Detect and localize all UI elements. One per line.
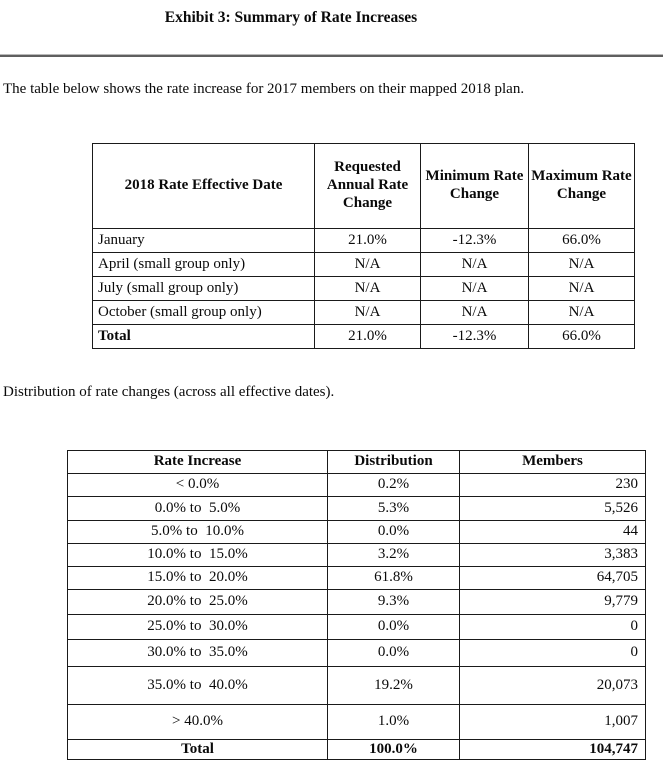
minimum-change-cell: N/A [421, 277, 529, 301]
rate-increase-cell: 0.0% to 5.0% [68, 497, 328, 521]
rate-increase-cell: Total [68, 740, 328, 760]
table-row [68, 640, 646, 667]
effective-date-cell: October (small group only) [93, 301, 315, 325]
rate-increase-cell: 35.0% to 40.0% [68, 667, 328, 705]
minimum-change-cell: N/A [421, 301, 529, 325]
maximum-change-cell: N/A [529, 277, 635, 301]
rate-increase-cell: 25.0% to 30.0% [68, 615, 328, 640]
maximum-change-cell: 66.0% [529, 325, 635, 349]
table-row [68, 544, 646, 567]
exhibit-title: Exhibit 3: Summary of Rate Increases [164, 9, 418, 26]
requested-change-cell: 21.0% [315, 229, 421, 253]
distribution-cell: 3.2% [328, 544, 460, 567]
table-row [68, 590, 646, 615]
distribution-caption: Distribution of rate changes (across all effective dates). [3, 384, 335, 400]
requested-change-cell: N/A [315, 277, 421, 301]
members-cell: 0 [460, 640, 646, 667]
column-header-effective-date: 2018 Rate Effective Date [93, 144, 315, 229]
rate-increase-cell: 20.0% to 25.0% [68, 590, 328, 615]
table-row [68, 474, 646, 497]
effective-date-cell: July (small group only) [93, 277, 315, 301]
requested-change-cell: N/A [315, 301, 421, 325]
minimum-change-cell: N/A [421, 253, 529, 277]
members-cell: 104,747 [460, 740, 646, 760]
intro-text: The table below shows the rate increase for 2017 members on their mapped 2018 plan. [3, 81, 525, 97]
table-row [93, 277, 635, 301]
rate-increase-cell: < 0.0% [68, 474, 328, 497]
distribution-cell: 0.0% [328, 640, 460, 667]
rate-increase-cell: 10.0% to 15.0% [68, 544, 328, 567]
distribution-cell: 61.8% [328, 567, 460, 590]
members-cell: 3,383 [460, 544, 646, 567]
rate-increase-cell: > 40.0% [68, 705, 328, 740]
members-cell: 0 [460, 615, 646, 640]
maximum-change-cell: N/A [529, 301, 635, 325]
distribution-cell: 0.0% [328, 521, 460, 544]
distribution-cell: 0.0% [328, 615, 460, 640]
table-row [93, 229, 635, 253]
members-cell: 20,073 [460, 667, 646, 705]
maximum-change-cell: 66.0% [529, 229, 635, 253]
table-row [68, 705, 646, 740]
maximum-change-cell: N/A [529, 253, 635, 277]
minimum-change-cell: -12.3% [421, 325, 529, 349]
members-cell: 9,779 [460, 590, 646, 615]
column-header-minimum-change: Minimum Rate Change [421, 144, 529, 229]
distribution-cell: 9.3% [328, 590, 460, 615]
column-header-rate-increase: Rate Increase [68, 451, 328, 474]
column-header-maximum-change: Maximum Rate Change [529, 144, 635, 229]
members-cell: 1,007 [460, 705, 646, 740]
table-total-row [93, 325, 635, 349]
members-cell: 44 [460, 521, 646, 544]
effective-date-cell: Total [93, 325, 315, 349]
distribution-cell: 19.2% [328, 667, 460, 705]
rate-increase-cell: 15.0% to 20.0% [68, 567, 328, 590]
table-total-row [68, 740, 646, 760]
requested-change-cell: N/A [315, 253, 421, 277]
table-row [68, 521, 646, 544]
table-row [68, 615, 646, 640]
table-row [93, 253, 635, 277]
table-row [68, 667, 646, 705]
members-cell: 5,526 [460, 497, 646, 521]
distribution-cell: 5.3% [328, 497, 460, 521]
distribution-cell: 0.2% [328, 474, 460, 497]
column-header-requested-change: Requested Annual Rate Change [315, 144, 421, 229]
column-header-members: Members [460, 451, 646, 474]
members-cell: 230 [460, 474, 646, 497]
distribution-cell: 1.0% [328, 705, 460, 740]
members-cell: 64,705 [460, 567, 646, 590]
rate-increase-cell: 5.0% to 10.0% [68, 521, 328, 544]
effective-date-cell: April (small group only) [93, 253, 315, 277]
table-row [68, 497, 646, 521]
horizontal-rule [0, 54, 663, 57]
distribution-header-row [68, 451, 646, 474]
table-row [93, 301, 635, 325]
requested-change-cell: 21.0% [315, 325, 421, 349]
column-header-distribution: Distribution [328, 451, 460, 474]
minimum-change-cell: -12.3% [421, 229, 529, 253]
effective-date-cell: January [93, 229, 315, 253]
distribution-table [67, 450, 646, 760]
rate-summary-table [92, 143, 635, 349]
rate-increase-cell: 30.0% to 35.0% [68, 640, 328, 667]
table-row [68, 567, 646, 590]
rate-summary-header-row [93, 144, 635, 229]
distribution-cell: 100.0% [328, 740, 460, 760]
